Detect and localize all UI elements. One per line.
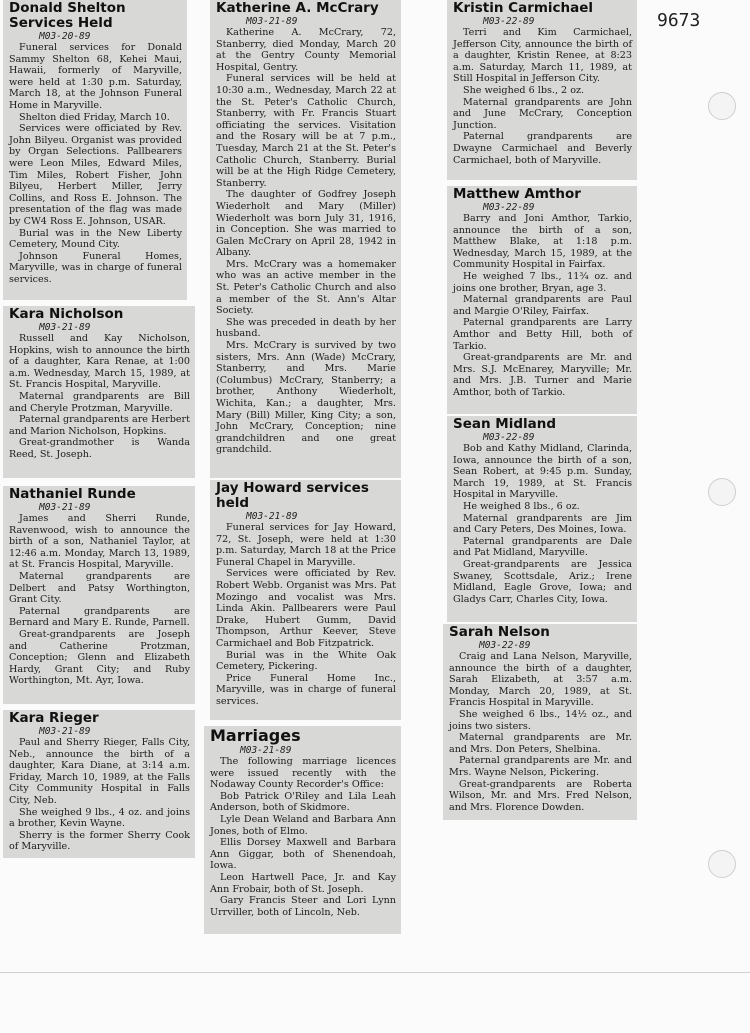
- clipping-paragraph: She weighed 6 lbs., 2 oz.: [463, 84, 585, 96]
- clipping-paragraph: Craig and Lana Nelson, Maryville, announce the birth of a daughter, Sarah Elizabeth, at 3:57 a.m. Monday, March 20, 1989, at St. Francis Hospital in Maryville.: [449, 651, 632, 709]
- clipping-paragraph: James and Sherri Runde, Ravenwood, wish to announce the birth of a son, Nathaniel Taylor, at 12:46 a.m. Monday, March 13, 1989, at St. Francis Hospital, Maryville.: [9, 513, 190, 571]
- clipping-shelton: [3, 0, 187, 300]
- clipping-paragraph: Maternal grandparents are Bill and Cheryle Protzman, Maryville.: [9, 390, 190, 414]
- clipping-marriages: [204, 726, 401, 934]
- handwritten-date: M03-21-89: [240, 745, 292, 756]
- handwritten-date: M03-22-89: [483, 202, 535, 213]
- clipping-paragraph: Services were officiated by Rev. Robert Webb. Organist was Mrs. Pat Mozingo and vocalist was Mrs. Linda Akin. Pallbearers were Paul Drake, Hubert Gumm, David Thompson, Arthur Keever, Steve Carmichael and Bob Fitzpatrick.: [216, 568, 396, 649]
- clipping-matthew-amthor: [447, 186, 637, 414]
- handwritten-date: M03-21-89: [39, 322, 91, 333]
- clipping-paragraph: Great-grandparents are Joseph and Catherine Protzman, Conception; Glenn and Elizabeth Hardy, Grant City; and Ruby Worthington, Mt. Ayr, Iowa.: [9, 628, 190, 687]
- clipping-title: Katherine A. McCrary: [216, 0, 379, 16]
- clipping-paragraph: Johnson Funeral Homes, Maryville, was in charge of funeral services.: [9, 250, 182, 285]
- handwritten-date: M03-21-89: [246, 16, 298, 27]
- clipping-paragraph: Funeral services for Jay Howard, 72, St. Joseph, were held at 1:30 p.m. Saturday, March 18 at the Price Funeral Chapel in Maryville.: [216, 522, 396, 568]
- clipping-paragraph: Paternal grandparents are Dwayne Carmichael and Beverly Carmichael, both of Maryville.: [453, 131, 632, 166]
- clipping-title: Matthew Amthor: [453, 186, 581, 202]
- clipping-paragraph: Maternal grandparents are Jim and Cary Peters, Des Moines, Iowa.: [453, 512, 632, 536]
- clipping-paragraph: The following marriage licences were issued recently with the Nodaway County Recorder's Office:: [210, 756, 396, 791]
- clipping-paragraph: She weighed 9 lbs., 4 oz. and joins a brother, Kevin Wayne.: [9, 806, 190, 830]
- clipping-paragraph: Paternal grandparents are Herbert and Marion Nicholson, Hopkins.: [9, 414, 190, 437]
- clipping-title: Sarah Nelson: [449, 624, 550, 640]
- clipping-mccrary: [210, 0, 401, 478]
- page-bottom-rule: [0, 972, 750, 973]
- clipping-paragraph: The daughter of Godfrey Joseph Wiederholt and Mary (Miller) Wiederholt was born July 31, 1916, in Conception. She was married to Galen McCrary on April 28, 1942 in Albany.: [216, 189, 396, 259]
- clipping-title: Sean Midland: [453, 416, 557, 432]
- clipping-paragraph: He weighed 8 lbs., 6 oz.: [463, 500, 580, 512]
- handwritten-date: M03-22-89: [479, 640, 531, 651]
- handwritten-date: M03-21-89: [246, 511, 298, 522]
- clipping-paragraph: Paternal grandparents are Larry Amthor and Betty Hill, both of Tarkio.: [453, 317, 632, 352]
- clipping-paragraph: Maternal grandparents are Mr. and Mrs. Don Peters, Shelbina.: [449, 732, 632, 755]
- clipping-paragraph: Burial was in the White Oak Cemetery, Pickering.: [216, 649, 396, 673]
- clipping-paragraph: Shelton died Friday, March 10.: [19, 111, 170, 123]
- clipping-paragraph: He weighed 7 lbs., 11¾ oz. and joins one brother, Bryan, age 3.: [453, 270, 632, 294]
- clipping-paragraph: Services were officiated by Rev. John Bilyeu. Organist was provided by Organ Selections. Pallbearers were Leon Miles, Edward Miles, Tim Miles, Robert Fisher, John Bilyeu, Herbert Miller, Jerry Collins, and Ross E. Johnson. The presentation of the flag was made by CW4 Ross E. Johnson, USAR.: [9, 123, 182, 227]
- clipping-paragraph: Great-grandparents are Roberta Wilson, Mr. and Mrs. Fred Nelson, and Mrs. Florence Dowden.: [449, 778, 632, 813]
- handwritten-date: M03-22-89: [483, 432, 535, 443]
- punch-hole: [708, 92, 736, 120]
- clipping-paragraph: Bob Patrick O'Riley and Lila Leah Anderson, both of Skidmore.: [210, 790, 396, 814]
- clipping-title: Kara Nicholson: [9, 306, 124, 322]
- clipping-paragraph: Maternal grandparents are Paul and Margie O'Riley, Fairfax.: [453, 294, 632, 317]
- clipping-paragraph: Leon Hartwell Pace, Jr. and Kay Ann Frobair, both of St. Joseph.: [210, 871, 396, 895]
- clipping-paragraph: Paternal grandparents are Dale and Pat Midland, Maryville.: [453, 535, 632, 559]
- clipping-kara-rieger: [3, 710, 195, 858]
- clipping-paragraph: Ellis Dorsey Maxwell and Barbara Ann Giggar, both of Shenendoah, Iowa.: [210, 837, 396, 872]
- handwritten-date: M03-21-89: [39, 726, 91, 737]
- clipping-paragraph: Katherine A. McCrary, 72, Stanberry, died Monday, March 20 at the Gentry County Memorial Hospital, Gentry.: [216, 27, 396, 73]
- clipping-sean-midland: [447, 416, 637, 622]
- punch-hole: [708, 478, 736, 506]
- clipping-jay-howard: [210, 480, 401, 720]
- clipping-paragraph: Funeral services for Donald Sammy Shelton 68, Kehei Maui, Hawaii, formerly of Maryville, were held at 1:30 p.m. Saturday, March 18, at the Johnson Funeral Home in Maryville.: [9, 42, 182, 111]
- clipping-paragraph: Paul and Sherry Rieger, Falls City, Neb., announce the birth of a daughter, Kara Diane, at 3:14 a.m. Friday, March 10, 1989, at the Falls City Community Hospital in Falls City, Neb.: [9, 737, 190, 806]
- clipping-paragraph: Terri and Kim Carmichael, Jefferson City, announce the birth of a daughter, Kristin Renee, at 8:23 a.m. Saturday, March 11, 1989, at Still Hospital in Jefferson City.: [453, 27, 632, 85]
- clipping-title: Kara Rieger: [9, 710, 99, 726]
- clipping-paragraph: She weighed 6 lbs., 14½ oz., and joins two sisters.: [449, 708, 632, 732]
- clipping-title: Marriages: [210, 726, 301, 745]
- clipping-title: Kristin Carmichael: [453, 0, 594, 16]
- clipping-paragraph: Lyle Dean Weland and Barbara Ann Jones, both of Elmo.: [210, 813, 396, 837]
- punch-hole: [708, 850, 736, 878]
- clipping-paragraph: Gary Francis Steer and Lori Lynn Urrviller, both of Lincoln, Neb.: [210, 895, 396, 918]
- clipping-paragraph: Mrs. McCrary is survived by two sisters, Mrs. Ann (Wade) McCrary, Stanberry, and Mrs. Marie (Columbus) McCrary, Stanberry; a brother, Anthony Wiederholt, Wichita, Kan.; a daughter, Mrs. Mary (Bill) Miller, King City; a son, John McCrary, Conception; nine grandchildren and one great grandchild.: [216, 340, 396, 456]
- clipping-title: Jay Howard services held: [216, 480, 369, 511]
- clipping-paragraph: Price Funeral Home Inc., Maryville, was in charge of funeral services.: [216, 672, 396, 707]
- clipping-paragraph: Russell and Kay Nicholson, Hopkins, wish to announce the birth of a daughter, Kara Renae, at 1:00 a.m. Wednesday, March 15, 1989, at St. Francis Hospital, Maryville.: [9, 333, 190, 391]
- clipping-paragraph: Burial was in the New Liberty Cemetery, Mound City.: [9, 227, 182, 251]
- clipping-sarah-nelson: [443, 624, 637, 820]
- clipping-paragraph: Great-grandmother is Wanda Reed, St. Joseph.: [9, 437, 190, 460]
- clipping-paragraph: Funeral services will be held at 10:30 a.m., Wednesday, March 22 at the St. Peter's Catholic Church, Stanberry, with Fr. Francis Stuart officiating the services. Visitation and the Rosary will be at 7 p.m., Tuesday, March 21 at the St. Peter's Catholic Church, Stanberry. Burial will be at the High Ridge Cemetery, Stanberry.: [216, 73, 396, 189]
- clipping-title: Donald Shelton Services Held: [9, 0, 126, 31]
- handwritten-date: M03-21-89: [39, 502, 91, 513]
- handwritten-date: M03-22-89: [483, 16, 535, 27]
- clipping-paragraph: Maternal grandparents are John and June McCrary, Conception Junction.: [453, 96, 632, 131]
- clipping-nathaniel-runde: [3, 486, 195, 704]
- page-number: 9673: [657, 10, 701, 31]
- clipping-paragraph: Paternal grandparents are Mr. and Mrs. Wayne Nelson, Pickering.: [449, 755, 632, 778]
- clipping-paragraph: Maternal grandparents are Delbert and Patsy Worthington, Grant City.: [9, 570, 190, 606]
- clipping-paragraph: Great-grandparents are Mr. and Mrs. S.J. McEnarey, Maryville; Mr. and Mrs. J.B. Turner and Marie Amthor, both of Tarkio.: [453, 352, 632, 398]
- clipping-kristin-carmichael: [447, 0, 637, 180]
- clipping-paragraph: Mrs. McCrary was a homemaker who was an active member in the St. Peter's Catholic Church and also a member of the St. Ann's Altar Society.: [216, 258, 396, 317]
- clipping-kara-nicholson: [3, 306, 195, 478]
- clipping-title: Nathaniel Runde: [9, 486, 136, 502]
- clipping-paragraph: Sherry is the former Sherry Cook of Maryville.: [9, 829, 190, 853]
- clipping-paragraph: Barry and Joni Amthor, Tarkio, announce the birth of a son, Matthew Blake, at 1:18 p.m. Wednesday, March 15, 1989, at the Community Hospital in Fairfax.: [453, 213, 632, 271]
- clipping-paragraph: Paternal grandparents are Bernard and Mary E. Runde, Parnell.: [9, 605, 190, 629]
- clipping-paragraph: She was preceded in death by her husband.: [216, 316, 396, 340]
- handwritten-date: M03-20-89: [39, 31, 91, 42]
- clipping-paragraph: Great-grandparents are Jessica Swaney, Scottsdale, Ariz.; Irene Midland, Eagle Grove, Iowa; and Gladys Carr, Charles City, Iowa.: [453, 558, 632, 605]
- clipping-paragraph: Bob and Kathy Midland, Clarinda, Iowa, announce the birth of a son, Sean Robert, at 9:45 p.m. Sunday, March 19, 1989, at St. Francis Hospital in Maryville.: [453, 443, 632, 501]
